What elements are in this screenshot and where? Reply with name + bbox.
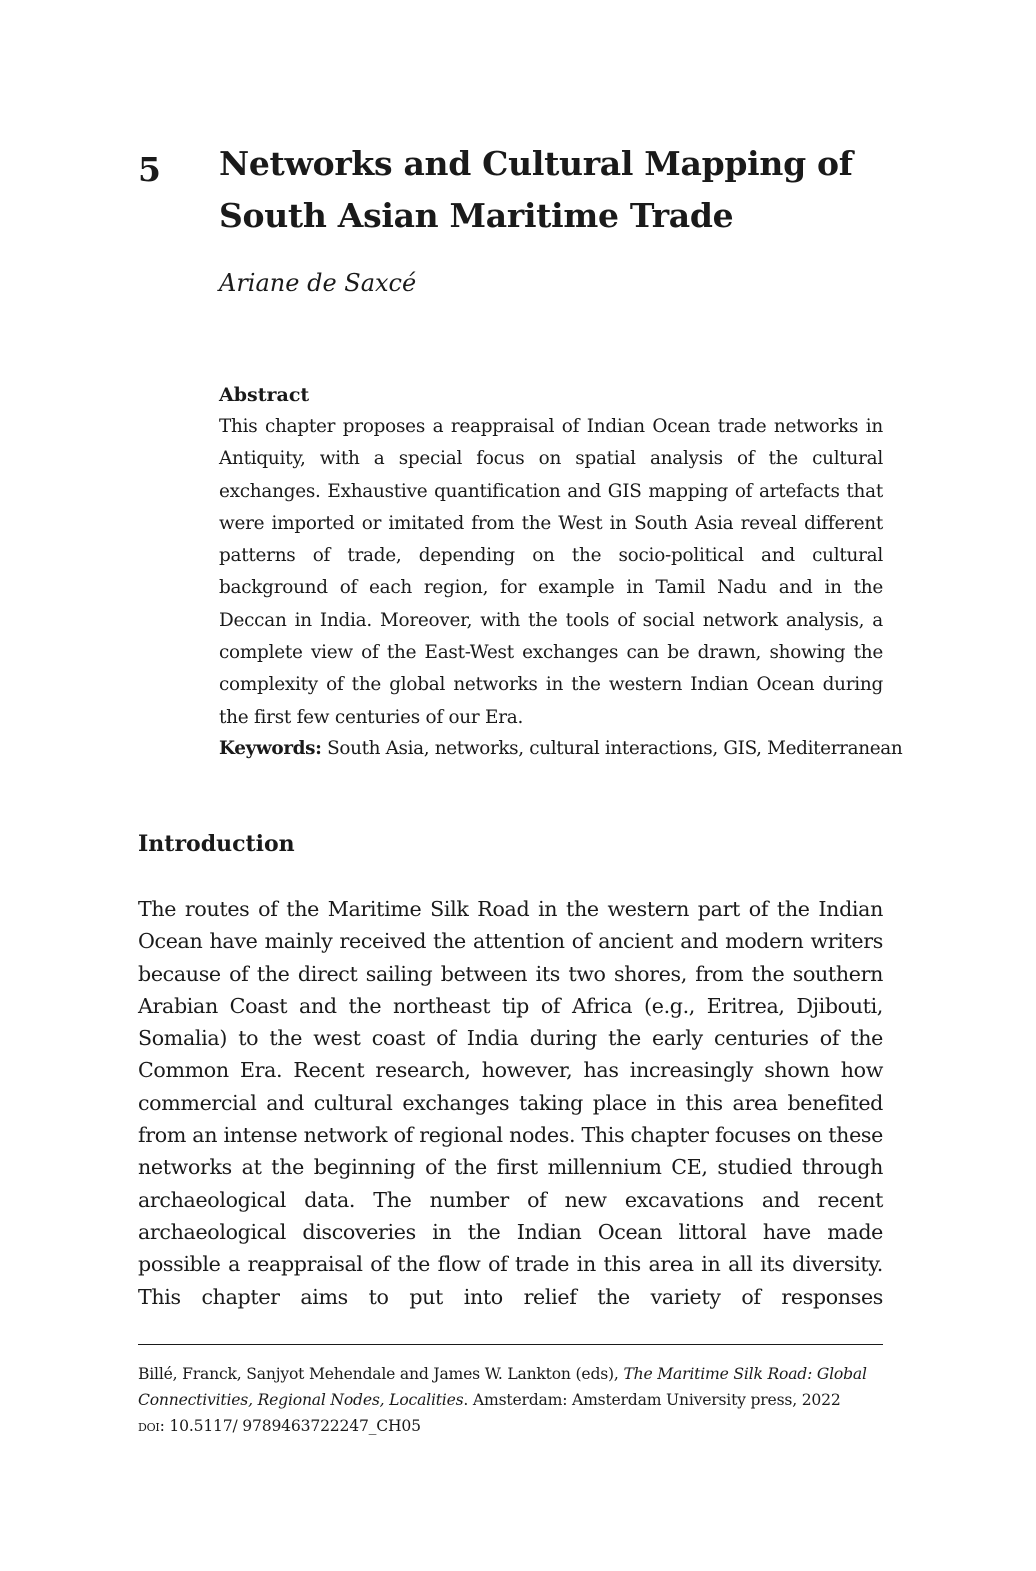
introduction-heading: Introduction <box>138 831 295 857</box>
citation-book-title-2: Connectivities, Regional Nodes, Localities <box>138 1391 464 1409</box>
citation-publisher: . Amsterdam: Amsterdam University press, 2022 <box>463 1391 841 1409</box>
keywords-text: South Asia, networks, cultural interactions, GIS, Mediterranean <box>327 738 903 759</box>
citation-book-title-1: The Maritime Silk Road: Global <box>623 1365 867 1383</box>
abstract-heading: Abstract <box>219 384 310 406</box>
doi-value: : 10.5117/ 9789463722247_CH05 <box>159 1417 421 1435</box>
abstract-section <box>219 380 883 734</box>
citation-line-2 <box>138 1387 883 1413</box>
doi-label: doi <box>138 1417 160 1435</box>
citation-editors: Billé, Franck, Sanjyot Mehendale and James W. Lankton (eds), <box>138 1365 619 1383</box>
citation-line-3 <box>138 1413 883 1439</box>
citation-line-1 <box>138 1361 883 1387</box>
introduction-text: The routes of the Maritime Silk Road in the western part of the Indian Ocean have mainly received the attention of ancient and modern writers because of the direct sailing between its two shores, from the southern Arabian Coast and the northeast tip of Africa (e.g., Eritrea, Djibouti, Somalia) to the west coast of India during the early centuries of the Common Era. Recent research, however, has increasingly shown how commercial and cultural exchanges taking place in this area benefited from an intense network of regional nodes. This chapter focuses on these networks at the beginning of the first millennium CE, studied through archaeological data. The number of new excavations and recent archaeological discoveries in the Indian Ocean littoral have made possible a reappraisal of the flow of trade in this area in all its diversity. This chapter aims to put into relief the variety of responses <box>138 897 883 1309</box>
author-name: Ariane de Saxcé <box>219 269 417 297</box>
chapter-title: Networks and Cultural Mapping of South Asian Maritime Trade <box>219 144 853 235</box>
footnote-rule <box>138 1344 883 1345</box>
chapter-number: 5 <box>138 150 161 189</box>
citation-footnote <box>138 1361 883 1439</box>
keywords <box>219 733 903 765</box>
keywords-label: Keywords: <box>219 738 322 759</box>
abstract-text: This chapter proposes a reappraisal of Indian Ocean trade networks in Antiquity, with a special focus on spatial analysis of the cultural exchanges. Exhaustive quantification and GIS mapping of artefacts that were imported or imitated from the West in South Asia reveal different patterns of trade, depending on the socio-political and cultural background of each region, for example in Tamil Nadu and in the Deccan in India. Moreover, with the tools of social network analysis, a complete view of the East-West exchanges can be drawn, showing the complexity of the global networks in the western Indian Ocean during the first few centuries of our Era. <box>219 416 883 728</box>
